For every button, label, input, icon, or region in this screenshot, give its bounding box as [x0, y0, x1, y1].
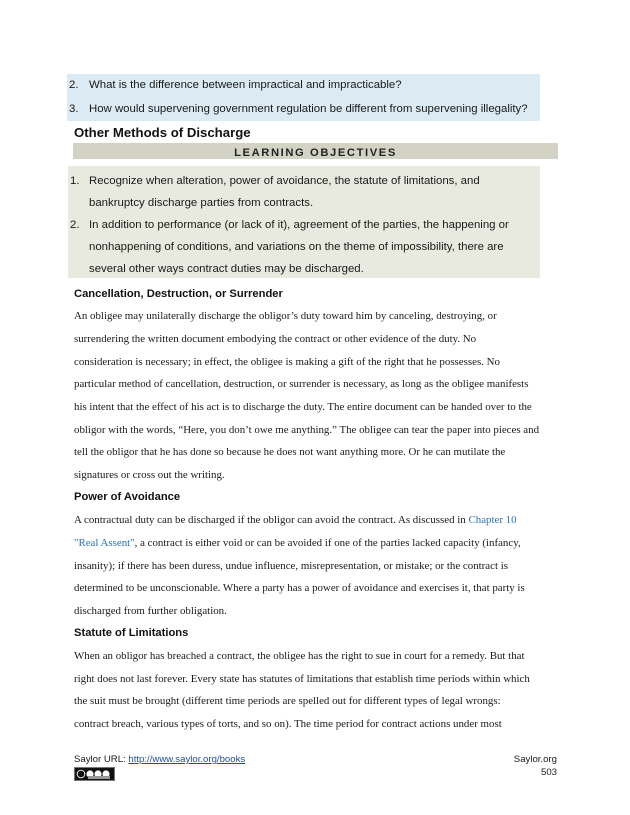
paragraph-line: particular method of cancellation, destruction, or surrender is necessary, as long as the obligee manifests — [74, 378, 529, 390]
paragraph-line: right does not last forever. Every state has statutes of limitations that establish time periods within which — [74, 673, 530, 685]
paragraph-line: When an obligor has breached a contract, the obligee has the right to sue in court for a remedy. But that — [74, 650, 525, 662]
real-assent-link[interactable]: "Real Assent" — [74, 537, 135, 549]
review-question: 2. What is the difference between impractical and impracticable? — [69, 79, 402, 91]
review-questions-box — [67, 74, 540, 121]
subsection-heading: Statute of Limitations — [74, 627, 189, 639]
objective-line: In addition to performance (or lack of it), agreement of the parties, the happening or — [89, 219, 509, 231]
paragraph-line: An obligee may unilaterally discharge the obligor’s duty toward him by canceling, destroying, or — [74, 310, 497, 322]
saylor-books-link[interactable]: http://www.saylor.org/books — [128, 754, 246, 765]
review-question: 3. How would supervening government regulation be different from supervening illegality? — [69, 103, 528, 115]
paragraph-line: the suit must be brought (different time periods are spelled out for different types of legal wrongs: — [74, 695, 501, 707]
paragraph-line: signatures or cross out the writing. — [74, 469, 225, 481]
paragraph-line: contract breach, various types of torts, and so on). The time period for contract actions under most — [74, 718, 502, 730]
objective-line: bankruptcy discharge parties from contracts. — [89, 197, 314, 209]
chapter-10-link[interactable]: Chapter 10 — [468, 514, 517, 526]
learning-objectives-box — [68, 166, 540, 278]
cc-by-nc-sa-icon — [74, 767, 115, 781]
subsection-heading: Cancellation, Destruction, or Surrender — [74, 288, 283, 300]
paragraph-line: insanity); if there has been duress, undue influence, misrepresentation, or mistake; or the contract is — [74, 560, 508, 572]
paragraph-line: obligor with the words, “Here, you don’t owe me anything.” The obligee can tear the paper into pieces and — [74, 424, 540, 436]
paragraph-line: determined to be unconscionable. Where a party has a power of avoidance and exercises it, that party is — [74, 582, 525, 594]
objective-number: 2. — [70, 219, 80, 231]
paragraph-line: discharged from further obligation. — [74, 605, 227, 617]
paragraph-line: tell the obligor that he has done so because he does not want anything more. Or he can mutilate the — [74, 446, 506, 458]
paragraph-line: his intent that the effect of his act is to discharge the duty. The entire document can be handed over to the — [74, 401, 532, 413]
learning-objectives-heading: LEARNING OBJECTIVES — [73, 143, 558, 159]
objective-number: 1. — [70, 175, 80, 187]
objective-line: several other ways contract duties may be discharged. — [89, 263, 364, 275]
paragraph-line: A contractual duty can be discharged if the obligor can avoid the contract. As discussed in Chapter 10 — [74, 514, 517, 526]
section-title: Other Methods of Discharge — [74, 125, 251, 140]
paragraph-line: consideration is necessary; in effect, the obligee is making a gift of the right that he possesses. No — [74, 356, 500, 368]
footer-url: Saylor URL: http://www.saylor.org/books — [74, 754, 246, 765]
page-number: 503 — [540, 767, 557, 778]
paragraph-line: "Real Assent", a contract is either void or can be avoided if one of the parties lacked capacity (infancy, — [74, 537, 521, 549]
subsection-heading: Power of Avoidance — [74, 491, 181, 503]
objective-line: nonhappening of conditions, and variations on the theme of impossibility, there are — [89, 241, 504, 253]
objective-line: Recognize when alteration, power of avoidance, the statute of limitations, and — [89, 175, 480, 187]
paragraph-line: surrendering the written document embodying the contract or other evidence of the duty. No — [74, 333, 477, 345]
footer-site: Saylor.org — [513, 754, 557, 765]
